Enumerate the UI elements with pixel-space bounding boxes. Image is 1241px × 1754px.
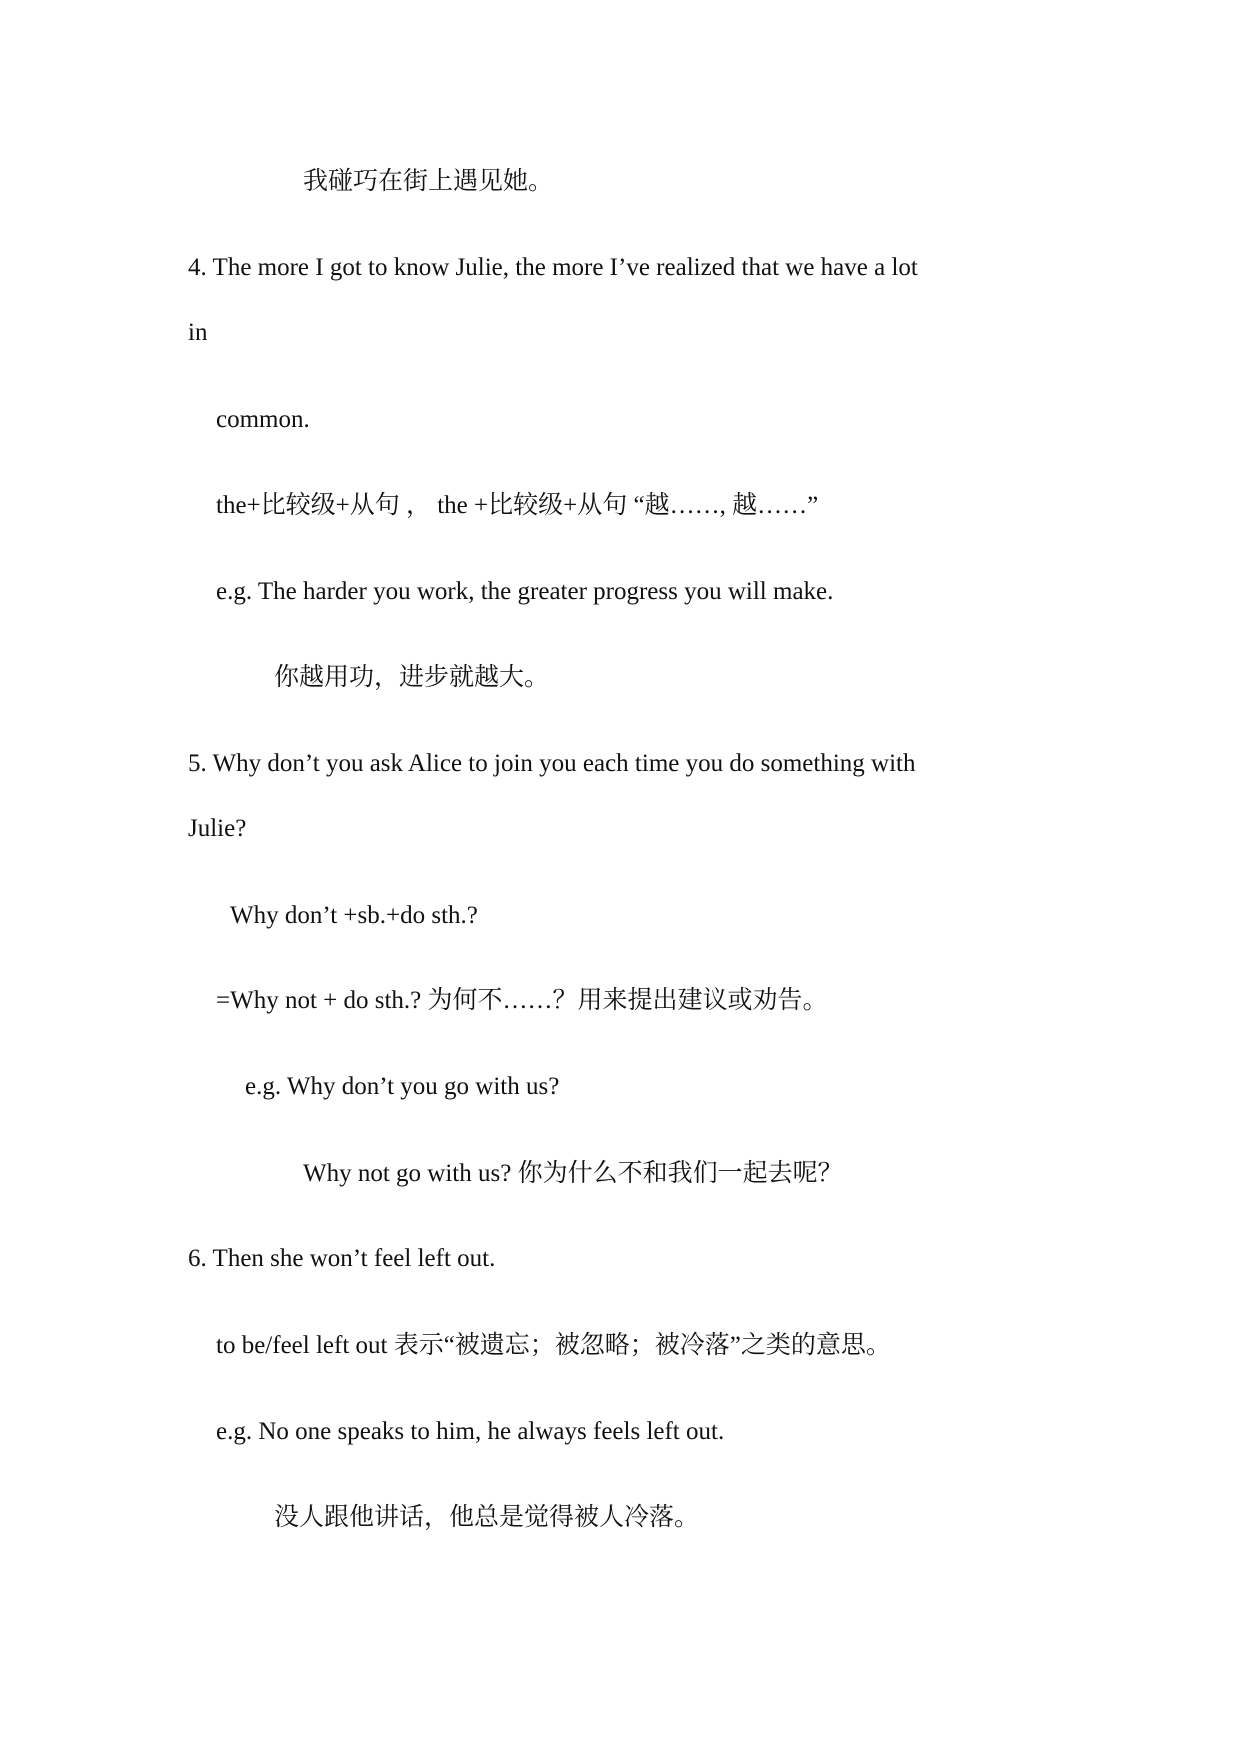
text-line: 6. Then she won’t feel left out.	[188, 1245, 496, 1272]
text-line: 4. The more I got to know Julie, the more I’ve realized that we have a lot	[188, 254, 918, 281]
text-line: e.g. No one speaks to him, he always feels left out.	[216, 1418, 725, 1445]
text-line: 我碰巧在街上遇见她。	[303, 168, 554, 195]
text-line: e.g. Why don’t you go with us?	[245, 1073, 560, 1100]
text-line: Why don’t +sb.+do sth.?	[230, 902, 478, 929]
text-line: 你越用功，进步就越大。	[274, 664, 550, 691]
text-line: e.g. The harder you work, the greater progress you will make.	[216, 578, 834, 605]
text-line: =Why not + do sth.? 为何不……？用来提出建议或劝告。	[216, 987, 828, 1014]
text-line: 没人跟他讲话，他总是觉得被人冷落。	[274, 1504, 700, 1531]
text-line: common.	[216, 406, 310, 433]
text-line: in	[188, 319, 208, 346]
text-line: 5. Why don’t you ask Alice to join you each time you do something with	[188, 750, 916, 777]
text-line: the+比较级+从句 ， the +比较级+从句 “越……, 越……”	[216, 492, 819, 519]
text-line: Julie?	[188, 815, 247, 842]
text-line: Why not go with us? 你为什么不和我们一起去呢？	[303, 1160, 843, 1187]
text-line: to be/feel left out 表示“被遗忘；被忽略；被冷落”之类的意思。	[216, 1332, 891, 1359]
